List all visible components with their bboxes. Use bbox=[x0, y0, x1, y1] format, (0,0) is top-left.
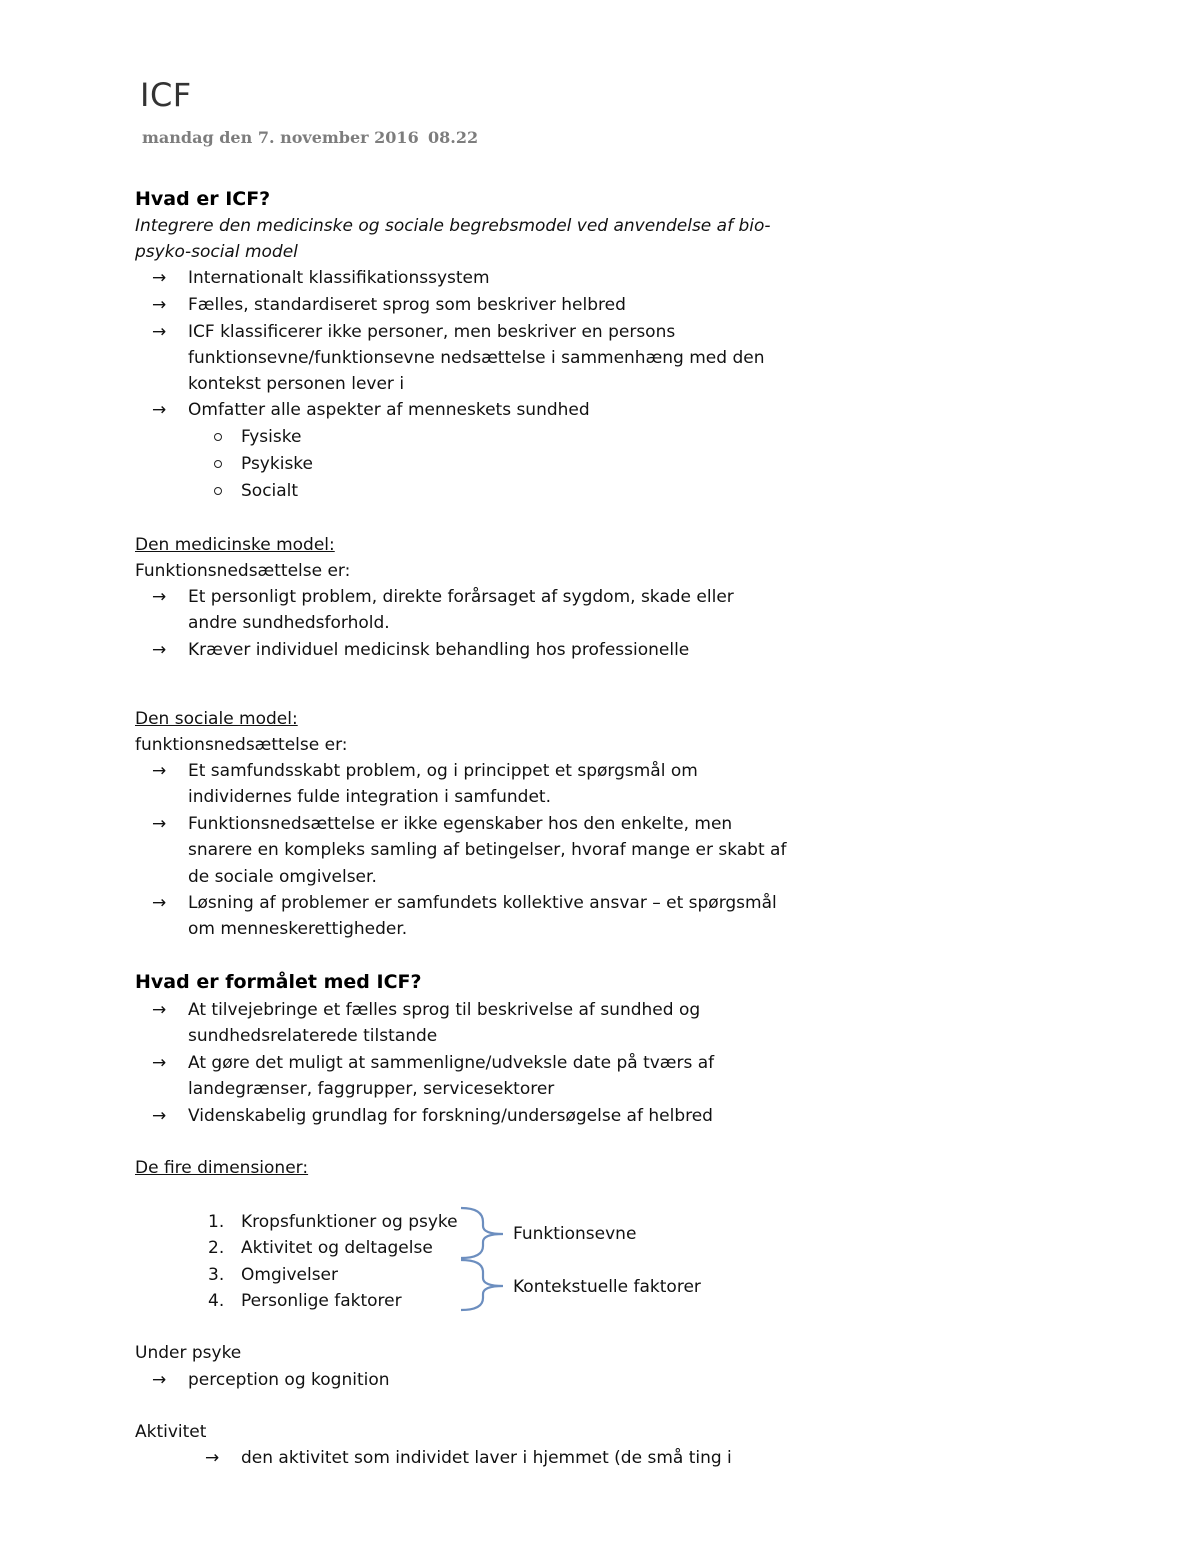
list-item: ICF klassificerer ikke personer, men beskriver en persons bbox=[188, 322, 676, 342]
list-item-continued: sundhedsrelaterede tilstande bbox=[188, 1026, 438, 1046]
arrow-icon: → bbox=[152, 1053, 167, 1073]
circle-bullet-icon bbox=[214, 487, 222, 495]
list-item: Omfatter alle aspekter af menneskets sundhed bbox=[188, 400, 590, 420]
arrow-icon: → bbox=[152, 295, 167, 315]
heading-hvad-er-icf: Hvad er ICF? bbox=[135, 188, 271, 210]
list-item-continued: andre sundhedsforhold. bbox=[188, 613, 390, 633]
numbered-item: Aktivitet og deltagelse bbox=[241, 1238, 433, 1258]
heading-sociale-model: Den sociale model: bbox=[135, 709, 298, 729]
arrow-icon: → bbox=[152, 814, 167, 834]
numbered-item: Omgivelser bbox=[241, 1265, 339, 1285]
numbered-item-number: 3. bbox=[208, 1265, 225, 1285]
arrow-icon: → bbox=[152, 761, 167, 781]
arrow-icon: → bbox=[152, 268, 167, 288]
numbered-item: Kropsfunktioner og psyke bbox=[241, 1212, 458, 1232]
list-item: At tilvejebringe et fælles sprog til beskrivelse af sundhed og bbox=[188, 1000, 701, 1020]
list-item: perception og kognition bbox=[188, 1370, 390, 1390]
list-item-continued: om menneskerettigheder. bbox=[188, 919, 408, 939]
group-label-funktionsevne: Funktionsevne bbox=[513, 1224, 637, 1244]
list-item: Et samfundsskabt problem, og i princippet et spørgsmål om bbox=[188, 761, 698, 781]
list-item: At gøre det muligt at sammenligne/udveksle date på tværs af bbox=[188, 1053, 715, 1073]
lead-text: funktionsnedsættelse er: bbox=[135, 735, 348, 755]
list-item: Videnskabelig grundlag for forskning/undersøgelse af helbred bbox=[188, 1106, 713, 1126]
list-item: Fælles, standardiseret sprog som beskriver helbred bbox=[188, 295, 626, 315]
sub-list-item: Psykiske bbox=[241, 454, 313, 474]
list-item: Et personligt problem, direkte forårsaget af sygdom, skade eller bbox=[188, 587, 734, 607]
list-item-continued: landegrænser, faggrupper, servicesektorer bbox=[188, 1079, 555, 1099]
circle-bullet-icon bbox=[214, 460, 222, 468]
arrow-icon: → bbox=[152, 1370, 167, 1390]
list-item: den aktivitet som individet laver i hjemmet (de små ting i bbox=[241, 1448, 732, 1468]
list-item-continued: snarere en kompleks samling af betingelser, hvoraf mange er skabt af bbox=[188, 840, 787, 860]
curly-brace-icon bbox=[455, 1202, 515, 1316]
intro-line-1: Integrere den medicinske og sociale begrebsmodel ved anvendelse af bio- bbox=[135, 216, 771, 236]
list-item: Funktionsnedsættelse er ikke egenskaber hos den enkelte, men bbox=[188, 814, 733, 834]
page-time: 08.22 bbox=[428, 128, 479, 147]
arrow-icon: → bbox=[152, 1106, 167, 1126]
intro-line-2: psyko-social model bbox=[135, 242, 298, 262]
heading-formaal: Hvad er formålet med ICF? bbox=[135, 971, 422, 993]
list-item-continued: funktionsevne/funktionsevne nedsættelse i sammenhæng med den bbox=[188, 348, 765, 368]
heading-medicinske-model: Den medicinske model: bbox=[135, 535, 335, 555]
list-item-continued: de sociale omgivelser. bbox=[188, 867, 377, 887]
arrow-icon: → bbox=[152, 893, 167, 913]
numbered-item: Personlige faktorer bbox=[241, 1291, 402, 1311]
list-item-continued: individernes fulde integration i samfundet. bbox=[188, 787, 551, 807]
list-item: Kræver individuel medicinsk behandling hos professionelle bbox=[188, 640, 690, 660]
circle-bullet-icon bbox=[214, 433, 222, 441]
heading-aktivitet: Aktivitet bbox=[135, 1422, 207, 1442]
arrow-icon: → bbox=[152, 587, 167, 607]
list-item: Løsning af problemer er samfundets kollektive ansvar – et spørgsmål bbox=[188, 893, 777, 913]
sub-list-item: Fysiske bbox=[241, 427, 302, 447]
page-date: mandag den 7. november 2016 bbox=[142, 128, 419, 147]
list-item: Internationalt klassifikationssystem bbox=[188, 268, 490, 288]
heading-under-psyke: Under psyke bbox=[135, 1343, 242, 1363]
page-title: ICF bbox=[140, 76, 192, 114]
numbered-item-number: 4. bbox=[208, 1291, 225, 1311]
arrow-icon: → bbox=[152, 400, 167, 420]
arrow-icon: → bbox=[152, 1000, 167, 1020]
arrow-icon: → bbox=[152, 640, 167, 660]
numbered-item-number: 1. bbox=[208, 1212, 225, 1232]
arrow-icon: → bbox=[205, 1448, 220, 1468]
lead-text: Funktionsnedsættelse er: bbox=[135, 561, 351, 581]
numbered-item-number: 2. bbox=[208, 1238, 225, 1258]
heading-dimensioner: De fire dimensioner: bbox=[135, 1158, 309, 1178]
arrow-icon: → bbox=[152, 322, 167, 342]
sub-list-item: Socialt bbox=[241, 481, 299, 501]
list-item-continued: kontekst personen lever i bbox=[188, 374, 405, 394]
group-label-kontekstuelle: Kontekstuelle faktorer bbox=[513, 1277, 701, 1297]
